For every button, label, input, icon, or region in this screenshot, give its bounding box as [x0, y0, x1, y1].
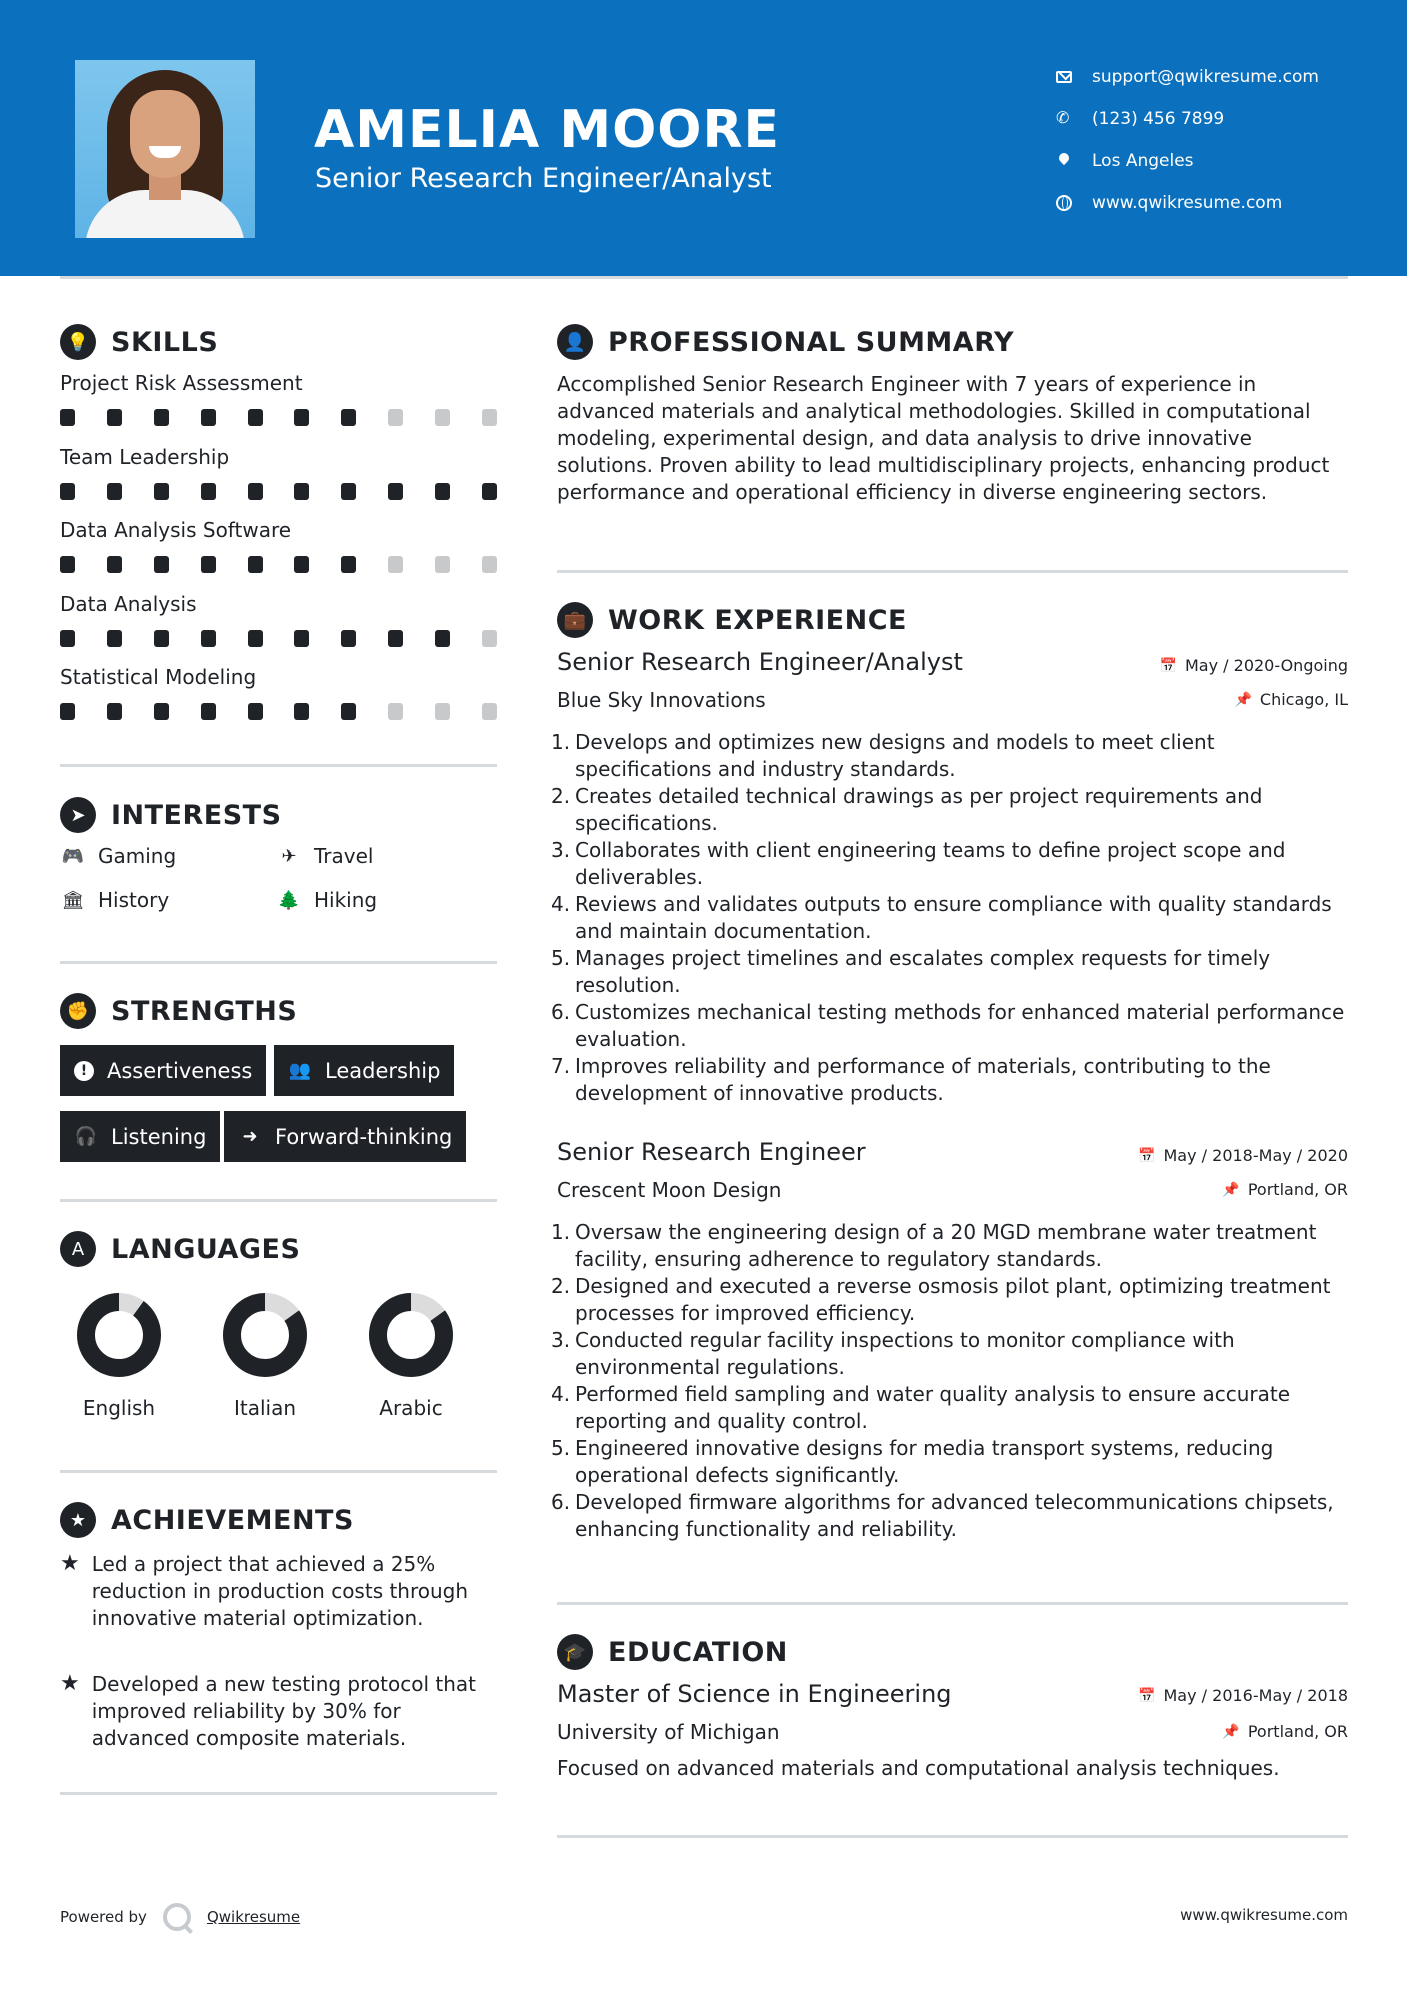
divider: [60, 1470, 497, 1473]
divider: [60, 1199, 497, 1202]
rating-dot: [482, 483, 497, 500]
list-item: 7. Improves reliability and performance of materials, contributing to the development of innovative products.: [551, 1054, 1271, 1105]
job-title: Senior Research Engineer: [557, 1138, 866, 1166]
contact-email[interactable]: support@qwikresume.com: [1056, 56, 1319, 98]
rating-dot: [154, 703, 169, 720]
pushpin-icon: 📌: [1234, 691, 1252, 708]
rating-dot: [482, 556, 497, 573]
contact-location: Los Angeles: [1056, 140, 1319, 182]
divider: [557, 1602, 1348, 1605]
briefcase-icon: 💼: [557, 602, 593, 638]
education-location: 📌 Portland, OR: [1222, 1722, 1348, 1741]
calendar-icon: 📅: [1138, 1147, 1156, 1164]
rating-dot: [248, 703, 263, 720]
rating-dot: [341, 703, 356, 720]
rating-dot: [248, 630, 263, 647]
rating-dot: [107, 409, 122, 426]
list-item: 3. Collaborates with client engineering teams to define project scope and deliverables.: [551, 838, 1286, 889]
fist-icon: ✊: [60, 993, 96, 1029]
user-icon: 👤: [557, 324, 593, 360]
education-heading: 🎓 EDUCATION: [557, 1634, 788, 1670]
rating-dot: [107, 483, 122, 500]
rating-dot: [482, 703, 497, 720]
language-name: Arabic: [379, 1396, 443, 1420]
globe-icon: [1056, 195, 1072, 211]
skill-name: Statistical Modeling: [60, 665, 257, 689]
job-title: Senior Research Engineer/Analyst: [557, 648, 963, 676]
rating-dot: [388, 483, 403, 500]
rating-dot: [154, 630, 169, 647]
rating-dot: [388, 630, 403, 647]
language-donut: [368, 1292, 454, 1378]
list-item: 1. Oversaw the engineering design of a 20 MGD membrane water treatment facility, ensuring adherence to regulatory standards.: [551, 1220, 1317, 1271]
tree-icon: 🌲: [277, 889, 301, 911]
pushpin-icon: 📌: [1222, 1723, 1240, 1740]
contact-phone[interactable]: ✆ (123) 456 7899: [1056, 98, 1319, 140]
museum-icon: 🏛: [61, 889, 85, 911]
experience-heading: 💼 WORK EXPERIENCE: [557, 602, 907, 638]
phone-icon: [1056, 111, 1072, 127]
resume-header: [0, 0, 1407, 276]
job-company: Crescent Moon Design: [557, 1178, 782, 1202]
calendar-icon: 📅: [1138, 1687, 1156, 1704]
gamepad-icon: 🎮: [61, 845, 85, 867]
list-item: 1. Develops and optimizes new designs and models to meet client specifications and industry standards.: [551, 730, 1215, 781]
skill-rating: [60, 556, 497, 574]
rating-dot: [435, 483, 450, 500]
exclamation-icon: !: [74, 1061, 94, 1081]
contact-list: [1056, 56, 1319, 224]
rating-dot: [107, 630, 122, 647]
rating-dot: [60, 483, 75, 500]
rating-dot: [201, 483, 216, 500]
rating-dot: [60, 703, 75, 720]
interest-item: 🎮 Gaming: [61, 844, 177, 868]
rating-dot: [482, 630, 497, 647]
interest-item: 🏛 History: [61, 888, 170, 912]
rating-dot: [154, 483, 169, 500]
pushpin-icon: 📌: [1222, 1181, 1240, 1198]
divider: [60, 961, 497, 964]
language-name: Italian: [233, 1396, 297, 1420]
skill-name: Project Risk Assessment: [60, 371, 303, 395]
skill-name: Data Analysis: [60, 591, 197, 616]
language-item: [69, 1292, 169, 1420]
footer-website[interactable]: www.qwikresume.com: [1180, 1906, 1348, 1924]
rating-dot: [341, 556, 356, 573]
degree-title: Master of Science in Engineering: [557, 1680, 952, 1708]
divider: [557, 570, 1348, 573]
job-dates: 📅 May / 2018-May / 2020: [1138, 1146, 1348, 1165]
strength-tag: ! Assertiveness: [60, 1045, 266, 1096]
qwikresume-link[interactable]: Qwikresume: [206, 1908, 301, 1926]
rating-dot: [154, 556, 169, 573]
rating-dot: [435, 630, 450, 647]
list-item: 5. Engineered innovative designs for media transport systems, reducing operational defects significantly.: [551, 1436, 1274, 1487]
education-dates: 📅 May / 2016-May / 2018: [1138, 1686, 1348, 1705]
shooting-star-icon: ★: [60, 1551, 80, 1576]
job-location: 📌 Portland, OR: [1222, 1180, 1348, 1199]
candidate-role: Senior Research Engineer/Analyst: [315, 163, 772, 194]
summary-text: Accomplished Senior Research Engineer with 7 years of experience in advanced materials and analytical methodologies. Skilled in computational modeling, experimental design, and data analysis to drive innovative solutions. Proven ability to lead multidisciplinary projects, enhancing product performance and operational efficiency in diverse engineering sectors.: [557, 372, 1330, 504]
language-donut: [76, 1292, 162, 1378]
contact-website[interactable]: www.qwikresume.com: [1056, 182, 1319, 224]
rating-dot: [388, 409, 403, 426]
shooting-star-icon: ★: [60, 1671, 80, 1696]
interest-item: ✈ Travel: [276, 844, 373, 868]
language-item: [361, 1292, 461, 1420]
interest-item: 🌲 Hiking: [277, 888, 378, 912]
job-dates: 📅 May / 2020-Ongoing: [1159, 656, 1348, 675]
header-divider: [60, 276, 1348, 279]
achievement-item: ★ Developed a new testing protocol that improved reliability by 30% for advanced composite materials.: [60, 1671, 476, 1750]
powered-by: Powered by Qwikresume: [60, 1903, 300, 1931]
divider: [60, 764, 497, 767]
divider: [60, 1792, 497, 1795]
rating-dot: [341, 483, 356, 500]
arrow-right-icon: ➜: [242, 1126, 258, 1147]
list-item: 2. Creates detailed technical drawings as per project requirements and specifications.: [551, 784, 1263, 835]
rating-dot: [435, 556, 450, 573]
paper-plane-icon: ➤: [60, 797, 96, 833]
strength-tag: 🎧 Listening: [60, 1111, 220, 1162]
skills-heading: 💡 SKILLS: [60, 324, 218, 360]
rating-dot: [435, 703, 450, 720]
job-responsibilities: [551, 729, 1347, 1107]
rating-dot: [294, 703, 309, 720]
education-description: Focused on advanced materials and computational analysis techniques.: [557, 1756, 1280, 1780]
divider: [557, 1835, 1348, 1838]
list-item: 3. Conducted regular facility inspections to monitor compliance with environmental regulations.: [551, 1328, 1235, 1379]
headphones-icon: 🎧: [74, 1126, 98, 1147]
rating-dot: [154, 409, 169, 426]
job-location: 📌 Chicago, IL: [1234, 690, 1348, 709]
strength-tag: 👥 Leadership: [274, 1045, 454, 1096]
rating-dot: [201, 703, 216, 720]
rating-dot: [435, 409, 450, 426]
strength-tag: ➜ Forward-thinking: [224, 1111, 466, 1162]
language-name: English: [82, 1396, 156, 1420]
rating-dot: [60, 409, 75, 426]
skill-rating: [60, 630, 497, 648]
rating-dot: [341, 630, 356, 647]
rating-dot: [482, 409, 497, 426]
strengths-heading: ✊ STRENGTHS: [60, 993, 297, 1029]
rating-dot: [248, 556, 263, 573]
list-item: 6. Developed firmware algorithms for advanced telecommunications chipsets, enhancing functionality and reliability.: [551, 1490, 1334, 1541]
star-badge-icon: ★: [60, 1502, 96, 1538]
users-icon: 👥: [288, 1060, 312, 1081]
rating-dot: [248, 483, 263, 500]
rating-dot: [294, 483, 309, 500]
rating-dot: [294, 556, 309, 573]
map-pin-icon: [1056, 153, 1072, 169]
lightbulb-icon: 💡: [60, 324, 96, 360]
rating-dot: [388, 556, 403, 573]
rating-dot: [248, 409, 263, 426]
rating-dot: [294, 409, 309, 426]
skill-rating: [60, 703, 497, 721]
candidate-name: AMELIA MOORE: [314, 100, 781, 160]
qwikresume-logo-icon: [163, 1903, 191, 1931]
rating-dot: [60, 630, 75, 647]
rating-dot: [294, 630, 309, 647]
calendar-icon: 📅: [1159, 657, 1177, 674]
skill-name: Data Analysis Software: [60, 518, 292, 542]
rating-dot: [60, 556, 75, 573]
skill-rating: [60, 409, 497, 427]
list-item: 2. Designed and executed a reverse osmosis pilot plant, optimizing treatment processes for improved efficiency.: [551, 1274, 1331, 1325]
school-name: University of Michigan: [557, 1720, 780, 1744]
graduation-cap-icon: 🎓: [557, 1634, 593, 1670]
rating-dot: [201, 630, 216, 647]
list-item: 5. Manages project timelines and escalates complex requests for timely resolution.: [551, 946, 1271, 997]
summary-heading: 👤 PROFESSIONAL SUMMARY: [557, 324, 1014, 360]
list-item: 4. Performed field sampling and water quality analysis to ensure accurate reporting and quality control.: [551, 1382, 1291, 1433]
rating-dot: [201, 409, 216, 426]
list-item: 6. Customizes mechanical testing methods for enhanced material performance evaluation.: [551, 1000, 1345, 1051]
plane-icon: ✈: [281, 845, 297, 867]
languages-heading: A LANGUAGES: [60, 1231, 300, 1267]
rating-dot: [107, 556, 122, 573]
interests-heading: ➤ INTERESTS: [60, 797, 282, 833]
job-company: Blue Sky Innovations: [557, 688, 766, 712]
achievements-heading: ★ ACHIEVEMENTS: [60, 1502, 354, 1538]
job-responsibilities: [551, 1219, 1347, 1543]
mail-icon: [1056, 71, 1072, 83]
rating-dot: [341, 409, 356, 426]
profile-photo: [75, 60, 255, 238]
language-icon: A: [60, 1231, 96, 1267]
skill-rating: [60, 483, 497, 501]
rating-dot: [107, 703, 122, 720]
language-item: [215, 1292, 315, 1420]
skill-name: Team Leadership: [60, 444, 230, 469]
rating-dot: [388, 703, 403, 720]
language-donut: [222, 1292, 308, 1378]
rating-dot: [201, 556, 216, 573]
achievement-item: ★ Led a project that achieved a 25% reduction in production costs through innovative material optimization.: [60, 1551, 469, 1630]
list-item: 4. Reviews and validates outputs to ensure compliance with quality standards and maintain documentation.: [551, 892, 1332, 943]
